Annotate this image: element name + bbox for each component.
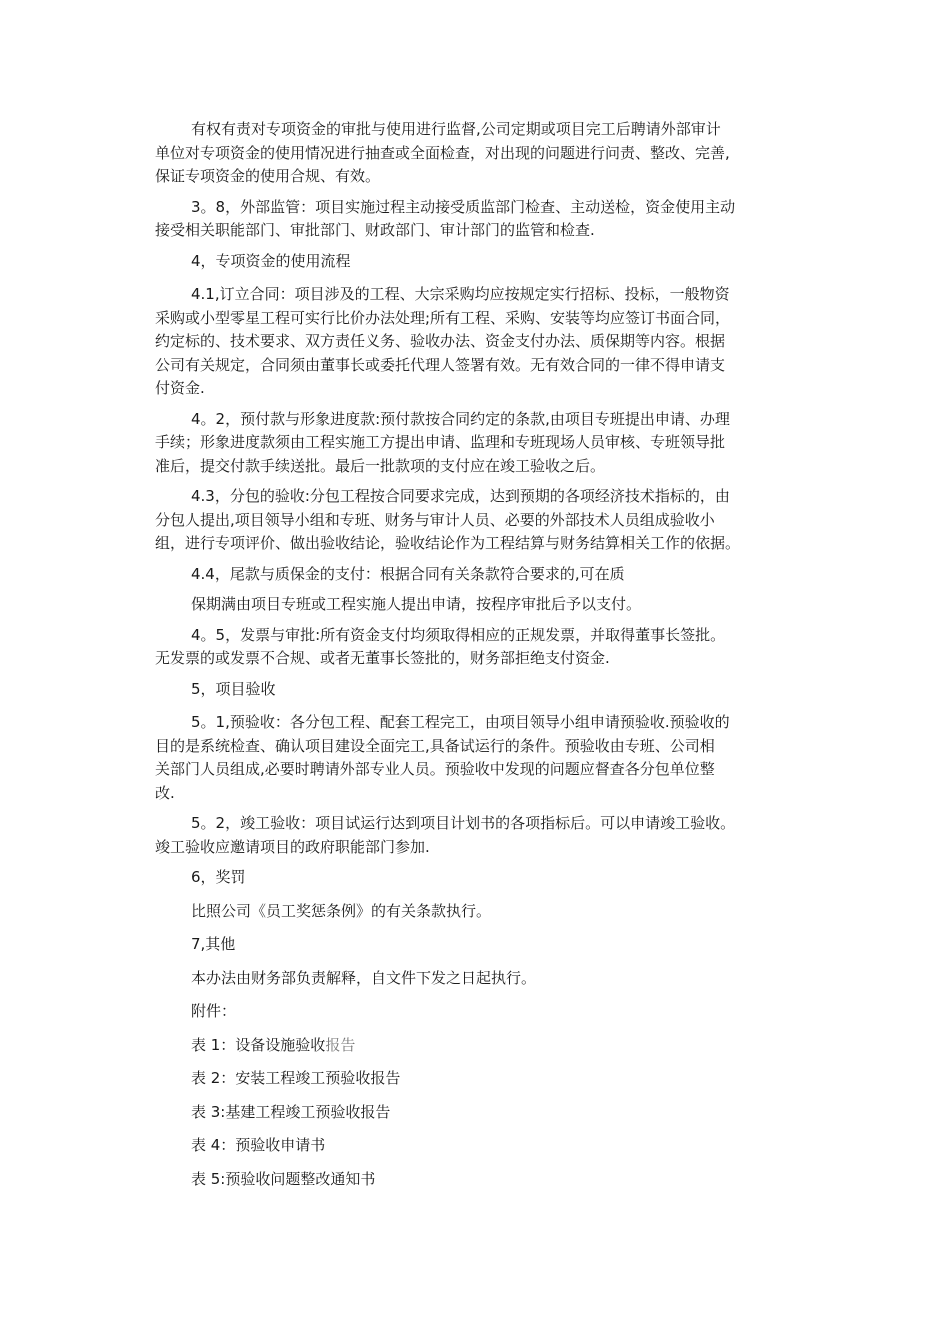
attachment-item <box>155 1134 805 1158</box>
attachments-label: 附件： <box>191 1002 237 1020</box>
document-body <box>155 118 805 1201</box>
heading-other <box>155 933 805 957</box>
attachment-item <box>155 1034 805 1058</box>
heading-attachments <box>155 1000 805 1024</box>
text-line: 目的是系统检查、确认项目建设全面完工,具备试运行的条件。预验收由专班、公司相 <box>155 736 715 755</box>
text-line: 保期满由项目专班或工程实施人提出申请，按程序审批后予以支付。 <box>191 595 642 613</box>
paragraph-contract <box>155 283 805 401</box>
text-line: 改. <box>155 783 175 802</box>
text-line: 组，进行专项评价、做出验收结论，验收结论作为工程结算与财务结算相关工作的依据。 <box>155 534 741 552</box>
paragraph-interpretation <box>155 967 805 991</box>
text-line: 4.1,订立合同：项目涉及的工程、大宗采购均应按规定实行招标、投标，一般物资 <box>191 285 730 303</box>
text-line: 手续；形象进度款须由工程实施工方提出申请、监理和专班现场人员审核、专班领导批 <box>155 433 726 451</box>
text-line: 保证专项资金的使用合规、有效。 <box>155 167 381 185</box>
paragraph-subcontract-acceptance <box>155 485 805 556</box>
attachment-title-suffix: 报告 <box>325 1035 356 1054</box>
paragraph-pre-acceptance <box>155 711 805 805</box>
attachment-title: 表 4：预验收申请书 <box>191 1136 326 1154</box>
paragraph-external-supervision <box>155 196 805 243</box>
section-heading: 5，项目验收 <box>191 679 276 698</box>
text-line: 接受相关职能部门、审批部门、财政部门、审计部门的监管和检查. <box>155 221 595 239</box>
attachment-item <box>155 1067 805 1091</box>
text-line: 约定标的、技术要求、双方责任义务、验收办法、资金支付办法、质保期等内容。根据 <box>155 332 726 350</box>
heading-usage-process <box>155 250 805 274</box>
text-line: 无发票的或发票不合规、或者无董事长签批的，财务部拒绝支付资金. <box>155 649 610 667</box>
attachment-title: 表 3:基建工程竣工预验收报告 <box>191 1102 391 1121</box>
section-heading: 7,其他 <box>191 935 236 953</box>
attachment-item <box>155 1101 805 1125</box>
heading-project-acceptance <box>155 678 805 702</box>
paragraph-supervision <box>155 118 805 189</box>
paragraph-retention-payment-cont <box>155 593 805 617</box>
text-line: 比照公司《员工奖惩条例》的有关条款执行。 <box>191 901 492 920</box>
text-line: 4.4，尾款与质保金的支付：根据合同有关条款符合要求的,可在质 <box>191 564 625 583</box>
text-line: 准后，提交付款手续送批。最后一批款项的支付应在竣工验收之后。 <box>155 456 606 475</box>
text-line: 公司有关规定，合同须由董事长或委托代理人签署有效。无有效合同的一律不得申请支 <box>155 355 726 374</box>
text-line: 关部门人员组成,必要时聘请外部专业人员。预验收中发现的问题应督查各分包单位整 <box>155 760 715 778</box>
text-line: 采购或小型零星工程可实行比价办法处理;所有工程、采购、安装等均应签订书面合同， <box>155 308 731 327</box>
section-heading: 6，奖罚 <box>191 868 246 886</box>
text-line: 5。2，竣工验收：项目试运行达到项目计划书的各项指标后。可以申请竣工验收。 <box>191 814 736 832</box>
paragraph-rewards-penalties <box>155 900 805 924</box>
paragraph-invoice-approval <box>155 624 805 671</box>
text-line: 本办法由财务部负责解释，自文件下发之日起执行。 <box>191 968 537 987</box>
text-line: 竣工验收应邀请项目的政府职能部门参加. <box>155 837 430 856</box>
text-line: 3。8，外部监管：项目实施过程主动接受质监部门检查、主动送检，资金使用主动 <box>191 197 736 216</box>
text-line: 付资金. <box>155 379 205 397</box>
text-line: 单位对专项资金的使用情况进行抽查或全面检查，对出现的问题进行问责、整改、完善, <box>155 143 730 162</box>
heading-rewards-penalties <box>155 866 805 890</box>
text-line: 5。1,预验收：各分包工程、配套工程完工，由项目领导小组申请预验收.预验收的 <box>191 713 730 731</box>
attachment-title: 表 5:预验收问题整改通知书 <box>191 1169 376 1188</box>
section-heading: 4，专项资金的使用流程 <box>191 251 351 270</box>
text-line: 4.3，分包的验收:分包工程按合同要求完成，达到预期的各项经济技术指标的，由 <box>191 487 730 505</box>
text-line: 分包人提出,项目领导小组和专班、财务与审计人员、必要的外部技术人员组成验收小 <box>155 510 715 529</box>
text-line: 有权有责对专项资金的审批与使用进行监督,公司定期或项目完工后聘请外部审计 <box>191 120 721 138</box>
paragraph-advance-payment <box>155 408 805 479</box>
text-line: 4。5，发票与审批:所有资金支付均须取得相应的正规发票，并取得董事长签批。 <box>191 625 726 644</box>
text-line: 4。2，预付款与形象进度款:预付款按合同约定的条款,由项目专班提出申请、办理 <box>191 409 730 428</box>
paragraph-retention-payment <box>155 563 805 587</box>
attachment-item <box>155 1168 805 1192</box>
attachment-title: 表 1：设备设施验收 <box>191 1035 326 1054</box>
attachment-title: 表 2：安装工程竣工预验收报告 <box>191 1069 401 1087</box>
paragraph-completion-acceptance <box>155 812 805 859</box>
